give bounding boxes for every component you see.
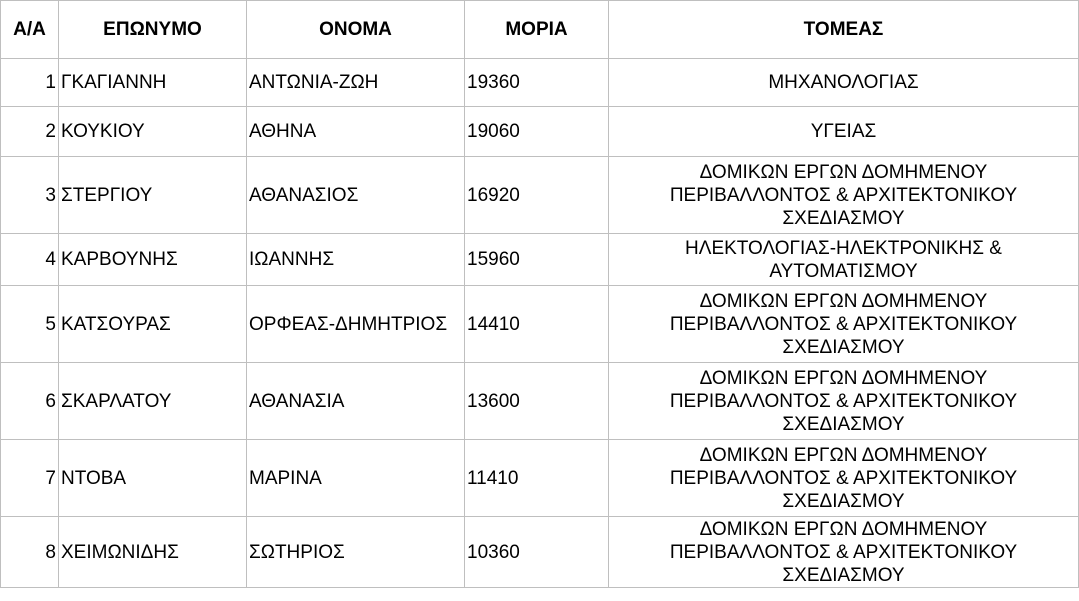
last-name-cell: ΝΤΟΒΑ <box>59 440 247 517</box>
row-number: 6 <box>1 363 59 440</box>
last-name-cell: ΧΕΙΜΩΝΙΔΗΣ <box>59 517 247 588</box>
header-aa: Α/Α <box>1 1 59 59</box>
table-row <box>1 59 1079 107</box>
last-name-cell: ΣΤΕΡΓΙΟΥ <box>59 157 247 234</box>
last-name-cell: ΓΚΑΓΙΑΝΝΗ <box>59 59 247 107</box>
row-number: 7 <box>1 440 59 517</box>
header-last-name: ΕΠΩΝΥΜΟ <box>59 1 247 59</box>
first-name-cell: ΙΩΑΝΝΗΣ <box>247 234 465 286</box>
score-cell: 15960 <box>465 234 609 286</box>
table-row <box>1 234 1079 286</box>
header-sector: ΤΟΜΕΑΣ <box>609 1 1079 59</box>
score-cell: 10360 <box>465 517 609 588</box>
sector-cell: ΔΟΜΙΚΩΝ ΕΡΓΩΝ ΔΟΜΗΜΕΝΟΥ ΠΕΡΙΒΑΛΛΟΝΤΟΣ & ΑΡΧΙΤΕΚΤΟΝΙΚΟΥ ΣΧΕΔΙΑΣΜΟΥ <box>609 517 1079 588</box>
header-first-name: ΟΝΟΜΑ <box>247 1 465 59</box>
sector-cell: ΗΛΕΚΤΟΛΟΓΙΑΣ-ΗΛΕΚΤΡΟΝΙΚΗΣ & ΑΥΤΟΜΑΤΙΣΜΟΥ <box>609 234 1079 286</box>
row-number: 8 <box>1 517 59 588</box>
first-name-cell: ΟΡΦΕΑΣ-ΔΗΜΗΤΡΙΟΣ <box>247 286 465 363</box>
last-name-cell: ΣΚΑΡΛΑΤΟΥ <box>59 363 247 440</box>
first-name-cell: ΑΘΑΝΑΣΙΑ <box>247 363 465 440</box>
first-name-cell: ΑΘΑΝΑΣΙΟΣ <box>247 157 465 234</box>
score-cell: 19360 <box>465 59 609 107</box>
table-row <box>1 157 1079 234</box>
table-row <box>1 440 1079 517</box>
score-cell: 19060 <box>465 107 609 157</box>
row-number: 1 <box>1 59 59 107</box>
score-cell: 13600 <box>465 363 609 440</box>
sector-cell: ΔΟΜΙΚΩΝ ΕΡΓΩΝ ΔΟΜΗΜΕΝΟΥ ΠΕΡΙΒΑΛΛΟΝΤΟΣ & ΑΡΧΙΤΕΚΤΟΝΙΚΟΥ ΣΧΕΔΙΑΣΜΟΥ <box>609 440 1079 517</box>
row-number: 5 <box>1 286 59 363</box>
row-number: 3 <box>1 157 59 234</box>
sector-cell: ΥΓΕΙΑΣ <box>609 107 1079 157</box>
table-row <box>1 363 1079 440</box>
first-name-cell: ΑΘΗΝΑ <box>247 107 465 157</box>
sector-cell: ΔΟΜΙΚΩΝ ΕΡΓΩΝ ΔΟΜΗΜΕΝΟΥ ΠΕΡΙΒΑΛΛΟΝΤΟΣ & ΑΡΧΙΤΕΚΤΟΝΙΚΟΥ ΣΧΕΔΙΑΣΜΟΥ <box>609 363 1079 440</box>
last-name-cell: ΚΟΥΚΙΟΥ <box>59 107 247 157</box>
score-cell: 14410 <box>465 286 609 363</box>
first-name-cell: ΜΑΡΙΝΑ <box>247 440 465 517</box>
sector-cell: ΔΟΜΙΚΩΝ ΕΡΓΩΝ ΔΟΜΗΜΕΝΟΥ ΠΕΡΙΒΑΛΛΟΝΤΟΣ & ΑΡΧΙΤΕΚΤΟΝΙΚΟΥ ΣΧΕΔΙΑΣΜΟΥ <box>609 286 1079 363</box>
table-row <box>1 517 1079 588</box>
score-cell: 11410 <box>465 440 609 517</box>
first-name-cell: ΑΝΤΩΝΙΑ-ΖΩΗ <box>247 59 465 107</box>
header-row <box>1 1 1079 59</box>
header-score: ΜΟΡΙΑ <box>465 1 609 59</box>
last-name-cell: ΚΑΡΒΟΥΝΗΣ <box>59 234 247 286</box>
row-number: 4 <box>1 234 59 286</box>
last-name-cell: ΚΑΤΣΟΥΡΑΣ <box>59 286 247 363</box>
score-cell: 16920 <box>465 157 609 234</box>
table-row <box>1 286 1079 363</box>
row-number: 2 <box>1 107 59 157</box>
table-row <box>1 107 1079 157</box>
sector-cell: ΔΟΜΙΚΩΝ ΕΡΓΩΝ ΔΟΜΗΜΕΝΟΥ ΠΕΡΙΒΑΛΛΟΝΤΟΣ & ΑΡΧΙΤΕΚΤΟΝΙΚΟΥ ΣΧΕΔΙΑΣΜΟΥ <box>609 157 1079 234</box>
first-name-cell: ΣΩΤΗΡΙΟΣ <box>247 517 465 588</box>
sector-cell: ΜΗΧΑΝΟΛΟΓΙΑΣ <box>609 59 1079 107</box>
